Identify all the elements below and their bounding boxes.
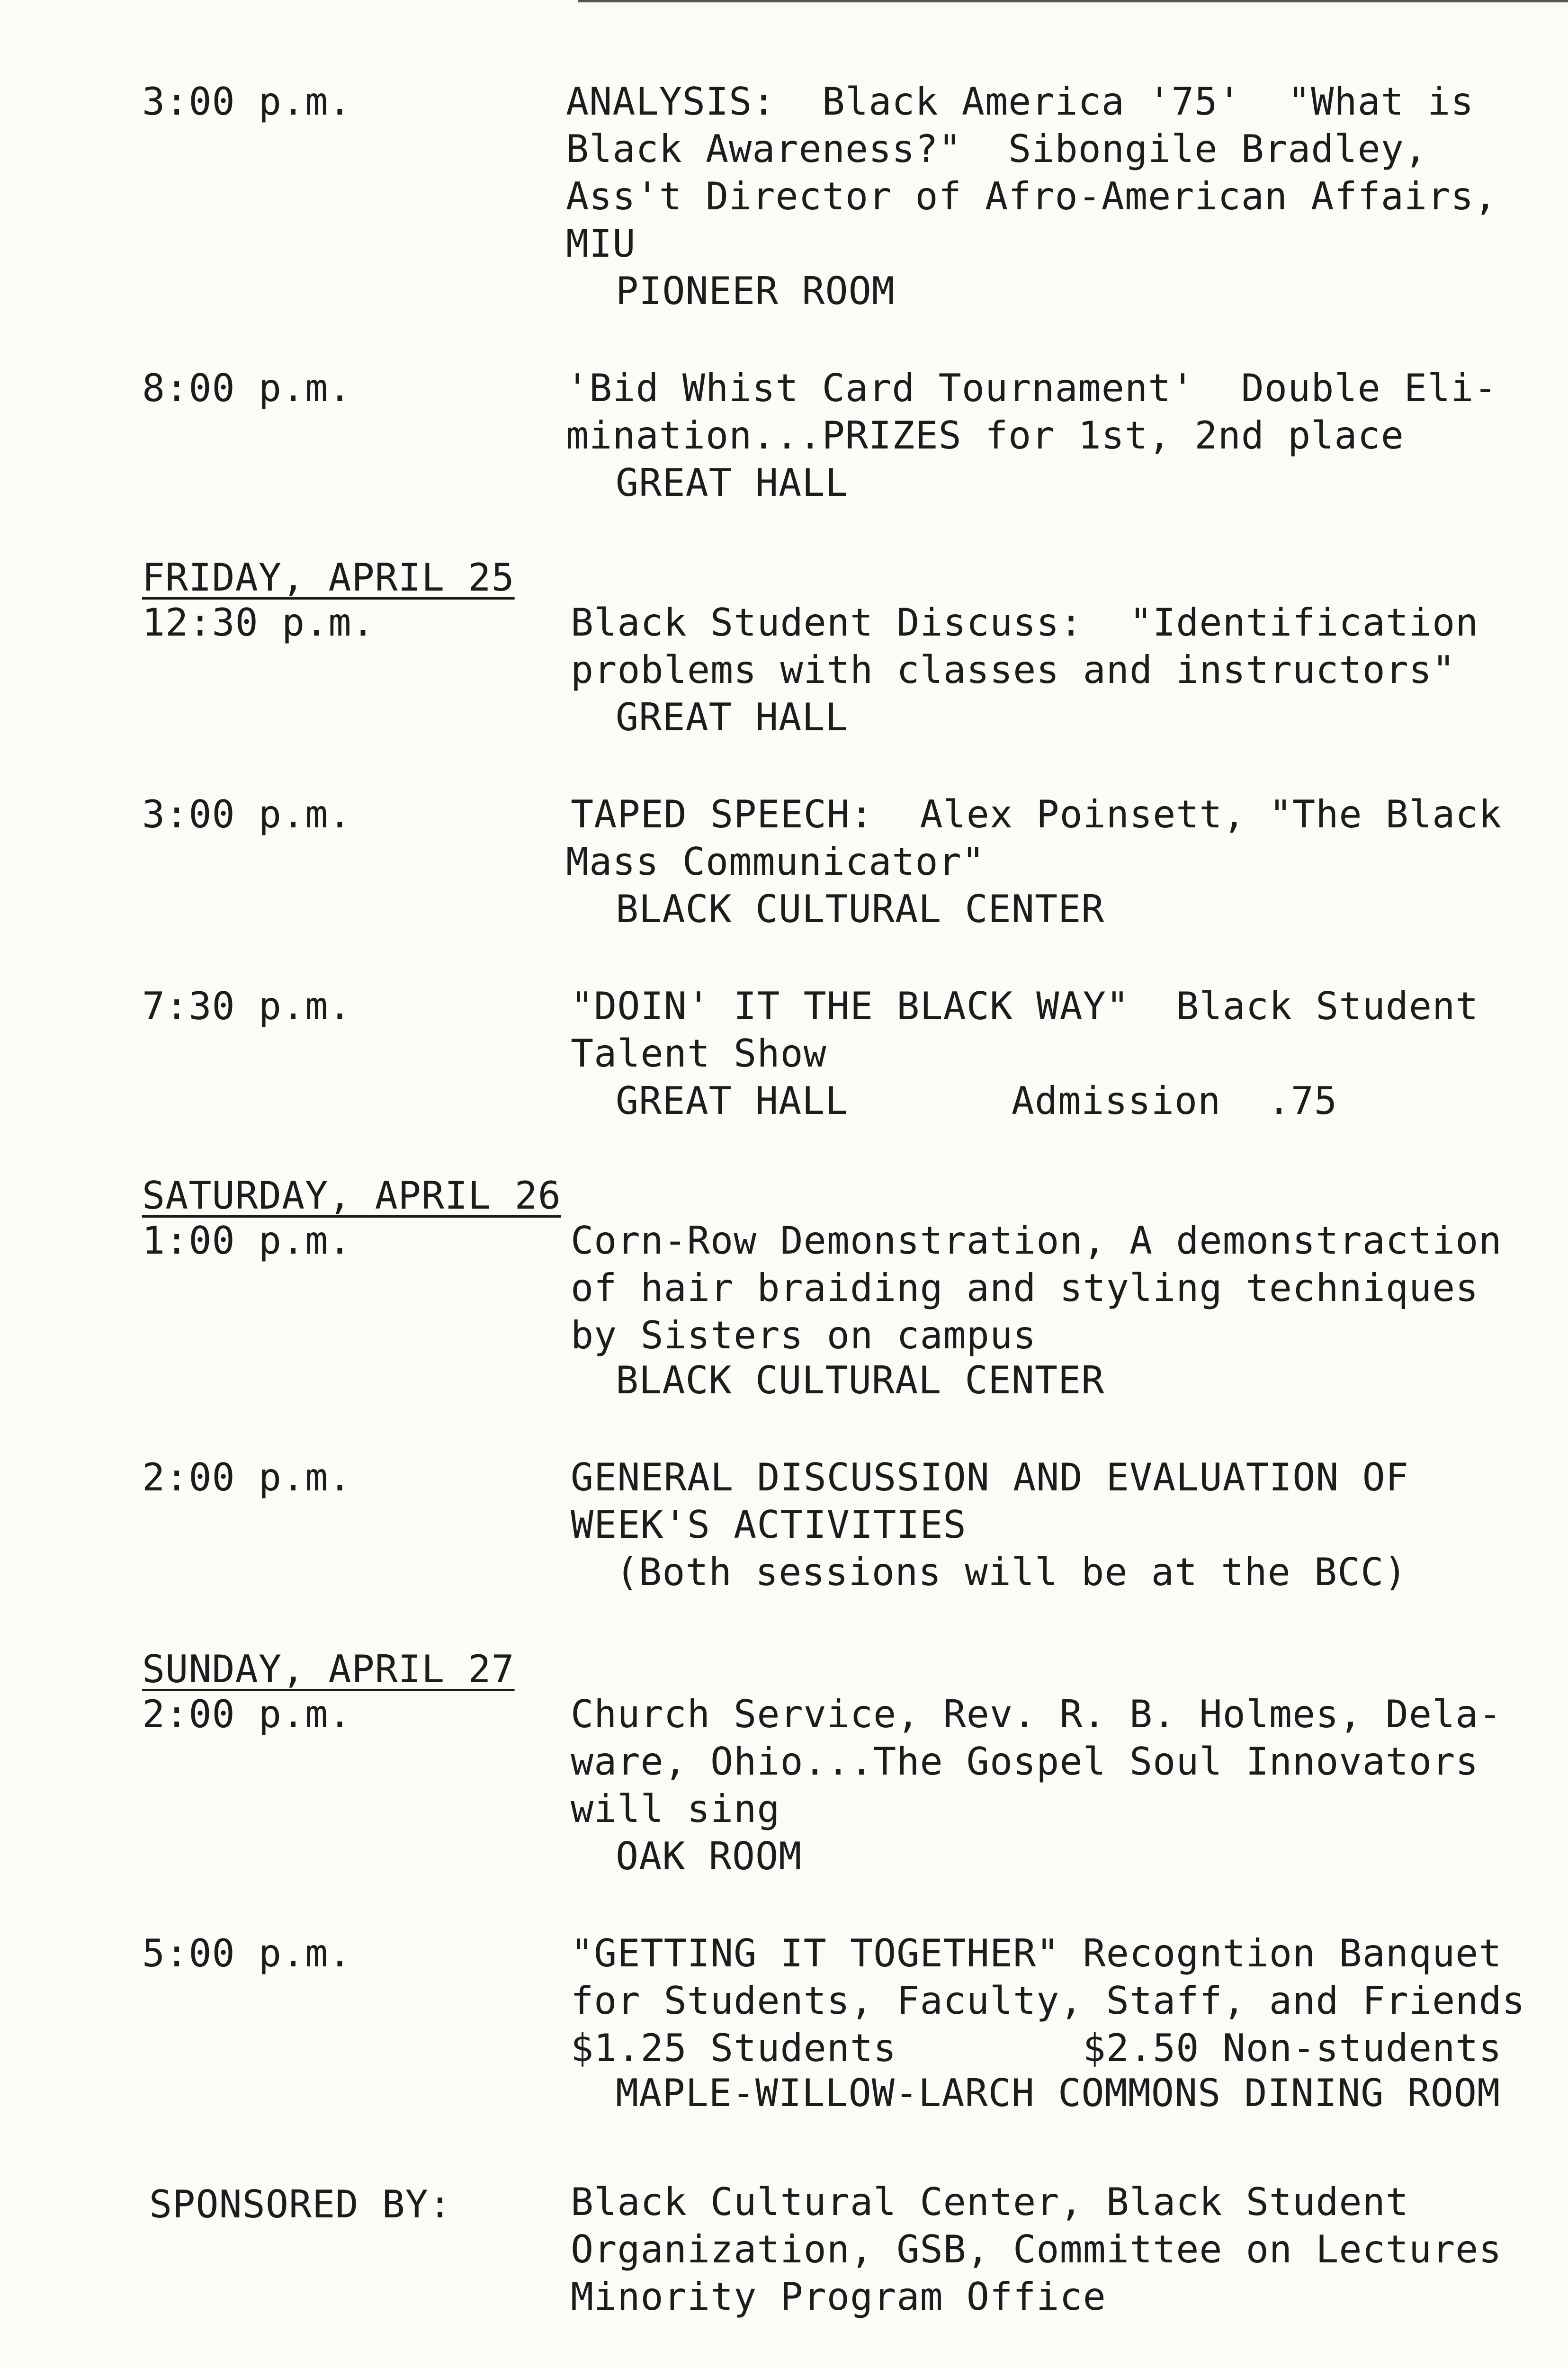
event-description-line: Corn-Row Demonstration, A demonstraction bbox=[571, 1219, 1502, 1263]
event-description-line: Black Awareness?" Sibongile Bradley, bbox=[566, 127, 1428, 171]
event-time: 2:00 p.m. bbox=[142, 1692, 352, 1736]
event-location: GREAT HALL Admission .75 bbox=[616, 1079, 1338, 1123]
sponsored-by-label: SPONSORED BY: bbox=[149, 2182, 452, 2226]
event-location: MAPLE-WILLOW-LARCH COMMONS DINING ROOM bbox=[616, 2071, 1501, 2115]
event-time: 5:00 p.m. bbox=[142, 1931, 352, 1975]
day-heading-sunday: SUNDAY, APRIL 27 bbox=[142, 1647, 515, 1691]
event-description-line: Black Student Discuss: "Identification bbox=[571, 601, 1479, 645]
event-description-line: Ass't Director of Afro-American Affairs, bbox=[566, 174, 1497, 218]
event-description-line: TAPED SPEECH: Alex Poinsett, "The Black bbox=[571, 792, 1502, 836]
event-location: GREAT HALL bbox=[616, 695, 849, 739]
day-heading-saturday: SATURDAY, APRIL 26 bbox=[142, 1174, 561, 1218]
event-location: PIONEER ROOM bbox=[616, 269, 895, 313]
event-description-line: "DOIN' IT THE BLACK WAY" Black Student bbox=[571, 984, 1479, 1028]
event-description-line: WEEK'S ACTIVITIES bbox=[571, 1503, 967, 1547]
event-description-line: of hair braiding and styling techniques bbox=[571, 1266, 1479, 1310]
event-location: (Both sessions will be at the BCC) bbox=[616, 1550, 1407, 1594]
event-time: 2:00 p.m. bbox=[142, 1455, 352, 1499]
event-time: 3:00 p.m. bbox=[142, 80, 352, 124]
event-description-line: "GETTING IT TOGETHER" Recogntion Banquet bbox=[571, 1931, 1502, 1975]
event-time: 1:00 p.m. bbox=[142, 1219, 352, 1263]
event-description-line: by Sisters on campus bbox=[571, 1313, 1037, 1357]
event-time: 12:30 p.m. bbox=[142, 601, 375, 645]
event-description-line: 'Bid Whist Card Tournament' Double Eli- bbox=[566, 366, 1497, 410]
event-description-line: will sing bbox=[571, 1787, 780, 1831]
event-time: 7:30 p.m. bbox=[142, 984, 352, 1028]
sponsor-line: Minority Program Office bbox=[571, 2275, 1106, 2319]
event-location: OAK ROOM bbox=[616, 1834, 802, 1878]
sponsor-line: Black Cultural Center, Black Student bbox=[571, 2180, 1409, 2224]
event-description-line: MIU bbox=[566, 222, 636, 266]
event-description-line: ANALYSIS: Black America '75' "What is bbox=[566, 80, 1474, 124]
event-time: 8:00 p.m. bbox=[142, 366, 352, 410]
event-description-line: Talent Show bbox=[571, 1032, 827, 1076]
event-description-line: GENERAL DISCUSSION AND EVALUATION OF bbox=[571, 1455, 1409, 1499]
event-location: BLACK CULTURAL CENTER bbox=[616, 1358, 1105, 1402]
event-location: GREAT HALL bbox=[616, 461, 849, 505]
event-description-line: ware, Ohio...The Gospel Soul Innovators bbox=[571, 1740, 1479, 1784]
event-description-line: mination...PRIZES for 1st, 2nd place bbox=[566, 413, 1404, 457]
day-heading-friday: FRIDAY, APRIL 25 bbox=[142, 556, 515, 600]
sponsor-line: Organization, GSB, Committee on Lectures bbox=[571, 2227, 1502, 2271]
event-time: 3:00 p.m. bbox=[142, 792, 352, 836]
event-description-line: Mass Communicator" bbox=[566, 840, 985, 884]
event-description-line: for Students, Faculty, Staff, and Friends bbox=[571, 1979, 1525, 2023]
event-location: BLACK CULTURAL CENTER bbox=[616, 887, 1105, 931]
event-description-line: problems with classes and instructors" bbox=[571, 648, 1456, 692]
event-description-line: Church Service, Rev. R. B. Holmes, Dela- bbox=[571, 1692, 1502, 1736]
event-description-line: $1.25 Students $2.50 Non-students bbox=[571, 2026, 1502, 2070]
